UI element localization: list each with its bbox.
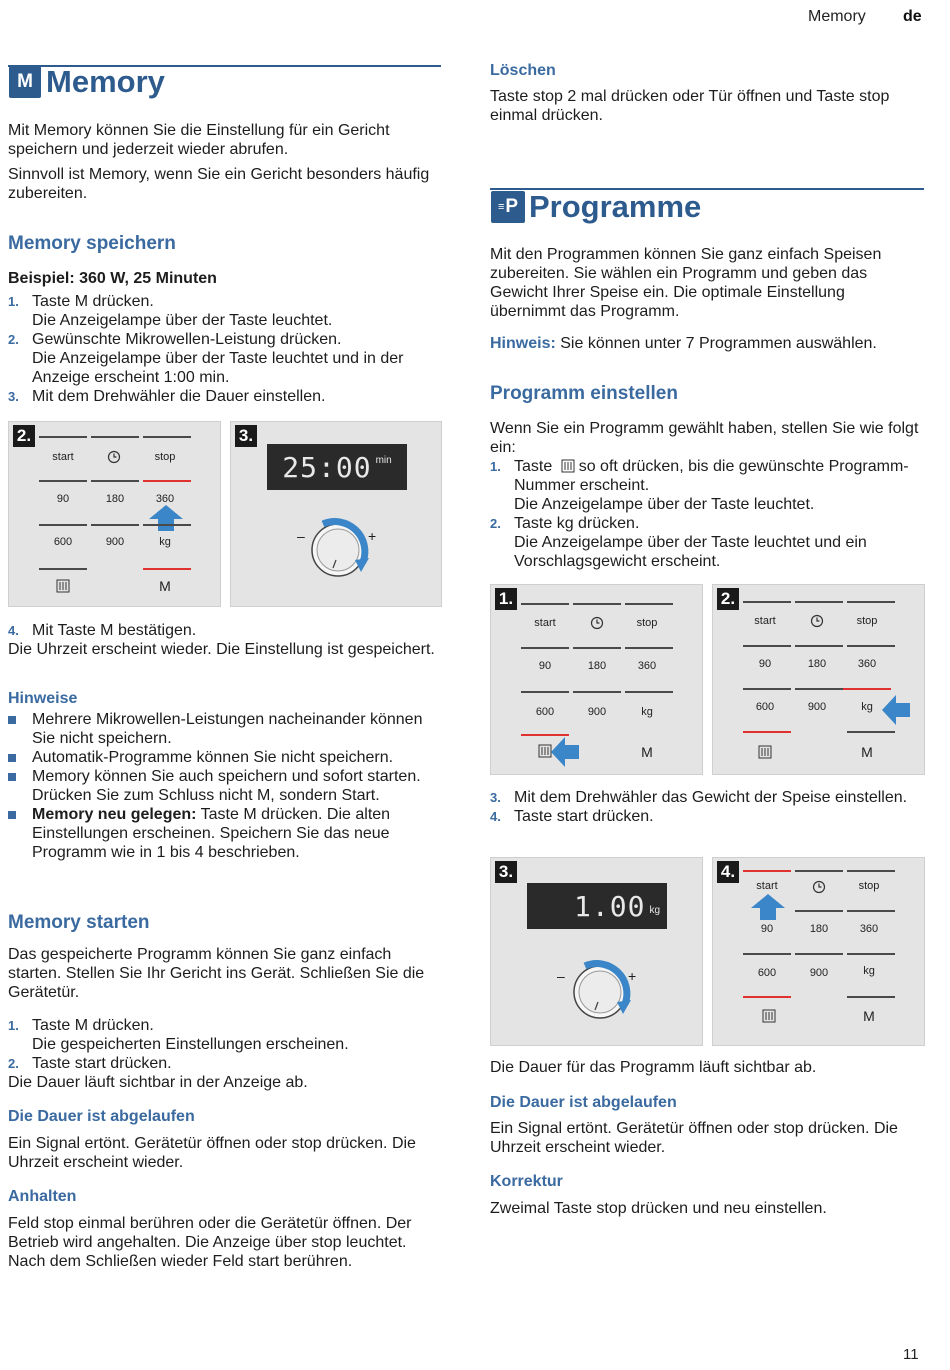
memory-intro-1: Mit Memory können Sie die Einstellung für ein Gericht speichern und jederzeit wieder abrufen. [8,122,390,158]
indicator-line [91,436,139,438]
figure-step-badge: 1. [495,588,517,610]
indicator-line [91,524,139,526]
indicator-line-active [743,870,791,872]
speichern-example: Beispiel: 360 W, 25 Minuten [8,270,217,287]
control-panel-figure [712,584,925,775]
indicator-line [795,910,843,912]
figure-step-badge: 2. [13,425,35,447]
display-unit: kg [649,904,660,916]
step-text: Gewünschte Mikrowellen-Leistung drücken. [32,331,342,348]
indicator-line [847,953,895,955]
step-text: Mit dem Drehwähler die Dauer einstellen. [32,388,326,405]
memory-icon: M [9,66,41,98]
indicator-line [795,688,843,690]
key-kg: kg [863,965,875,977]
list-item [8,1054,440,1073]
key-kg: kg [861,701,873,713]
press-arrow-icon [147,503,185,533]
step-number: 2. [8,1056,19,1071]
key-180: 180 [587,660,607,672]
indicator-line [39,524,87,526]
control-panel-figure [490,584,703,775]
rotary-knob-icon [555,950,645,1030]
step-detail: Die Anzeigelampe über der Taste leuchtet und ein Vorschlagsgewicht erscheint. [514,534,867,570]
indicator-line [573,603,621,605]
programme-title: Programme [529,189,702,224]
einstellen-heading: Programm einstellen [490,383,678,404]
step-number: 4. [8,623,19,638]
key-stop: stop [858,880,880,892]
step-detail: Die Anzeigelampe über der Taste leuchtet. [32,312,333,329]
indicator-line [743,688,791,690]
starten-steps [8,1016,440,1092]
programme-icon-letter: P [505,196,519,217]
knob-minus: – [297,528,305,544]
key-360: 360 [155,493,175,505]
indicator-line [847,910,895,912]
figure-step-badge: 3. [235,425,257,447]
press-arrow-icon [880,693,912,727]
indicator-line [847,870,895,872]
programme-title-icon [491,191,525,223]
indicator-line-active [143,568,191,570]
key-start: start [756,880,778,892]
anhalten-heading: Anhalten [8,1188,77,1205]
knob-minus: – [557,968,565,984]
list-item [490,788,922,807]
figure-step-badge: 2. [717,588,739,610]
korrektur-heading: Korrektur [490,1173,563,1190]
figure-step-badge: 3. [495,861,517,883]
key-360: 360 [859,923,879,935]
step-detail: Die Anzeigelampe über der Taste leuchtet und in der Anzeige erscheint 1:00 min. [32,350,404,386]
clock-icon [810,614,824,628]
key-600: 600 [757,967,777,979]
einstellen-steps [490,457,922,571]
step-text: Taste M drücken. [32,1017,154,1034]
loeschen-heading: Löschen [490,62,556,79]
list-item [8,767,440,805]
programme-icon [56,579,70,593]
rotary-knob-icon [293,508,383,588]
display-value: 25:00 [282,450,372,484]
key-180: 180 [807,658,827,670]
key-900: 900 [105,536,125,548]
step-detail: Die Anzeigelampe über der Taste leuchtet. [514,496,815,513]
hinweise-list [8,710,440,862]
indicator-line [39,436,87,438]
knob-plus: + [368,528,377,544]
indicator-line-active [143,480,191,482]
hint-bold: Memory neu gelegen: [32,806,197,823]
key-360: 360 [637,660,657,672]
control-panel-figure [712,857,925,1046]
step-text: Taste M drücken. [32,293,154,310]
indicator-line [625,691,673,693]
list-lines-icon: ≡ [497,201,505,213]
step-number: 1. [8,294,19,309]
list-item [8,748,440,767]
step-detail: Die gespeicherten Einstellungen erscheinen. [32,1036,349,1053]
step-number: 1. [490,459,501,474]
key-180: 180 [809,923,829,935]
key-90: 90 [758,658,772,670]
indicator-line [795,645,843,647]
indicator-line [847,601,895,603]
speichern-heading: Memory speichern [8,233,176,254]
abgelaufen-heading-right: Die Dauer ist abgelaufen [490,1094,677,1111]
key-90: 90 [760,923,774,935]
indicator-line [795,953,843,955]
step-number: 3. [490,790,501,805]
key-start: start [754,615,776,627]
step-detail: Die Uhrzeit erscheint wieder. Die Einstellung ist gespeichert. [8,641,435,658]
indicator-line [743,953,791,955]
indicator-line-active [743,731,791,733]
indicator-line [743,601,791,603]
indicator-line [143,524,191,526]
key-180: 180 [105,493,125,505]
step-number: 1. [8,1018,19,1033]
indicator-line [847,645,895,647]
indicator-line [625,603,673,605]
programme-intro: Mit den Programmen können Sie ganz einfach Speisen zubereiten. Sie wählen ein Programm und geben das Gewicht Ihrer Speise ein. Die optimale Einstellung übernimmt das Programm. [490,246,882,320]
list-item [490,514,922,571]
abgelaufen-text-right: Ein Signal ertönt. Gerätetür öffnen oder stop drücken. Die Uhrzeit erscheint wieder. [490,1120,898,1156]
einstellen-intro: Wenn Sie ein Programm gewählt haben, stellen Sie wie folgt ein: [490,420,919,456]
display-unit: min [375,454,392,466]
hint-text: Mehrere Mikrowellen-Leistungen nacheinander können Sie nicht speichern. [32,711,423,747]
list-item [490,807,922,826]
hint-label: Hinweis: [490,335,556,352]
loeschen-text: Taste stop 2 mal drücken oder Tür öffnen und Taste stop einmal drücken. [490,88,890,124]
clock-icon [812,880,826,894]
header-section: Memory [808,8,866,25]
speichern-steps [8,292,440,406]
starten-after: Die Dauer läuft sichtbar in der Anzeige ab. [8,1074,308,1091]
key-m: M [641,744,653,760]
hinweise-heading: Hinweise [8,690,78,707]
indicator-line [521,647,569,649]
key-600: 600 [755,701,775,713]
key-start: start [534,617,556,629]
key-900: 900 [807,701,827,713]
step-number: 4. [490,809,501,824]
bullet-icon [8,754,16,762]
list-item [8,330,440,387]
programme-icon [758,745,772,759]
list-item [490,457,922,514]
list-item [8,805,440,862]
memory-intro-2: Sinnvoll ist Memory, wenn Sie ein Gericht besonders häufig zubereiten. [8,166,430,202]
list-item [8,387,440,406]
display-value: 1.00 [574,889,646,923]
indicator-line-active [843,688,891,690]
bullet-icon [8,773,16,781]
indicator-line [573,647,621,649]
anhalten-text: Feld stop einmal berühren oder die Gerätetür öffnen. Der Betrieb wird angehalten. Die Anzeige über stop leuchtet. Nach dem Schließen wieder Feld start berühren. [8,1215,412,1270]
clock-icon [107,450,121,464]
step-text: Taste [514,458,553,475]
step-text: Taste start drücken. [32,1055,172,1072]
header-language: de [903,8,922,25]
indicator-line-active [743,996,791,998]
abgelaufen-heading-left: Die Dauer ist abgelaufen [8,1108,195,1125]
indicator-line [91,480,139,482]
indicator-line [39,480,87,482]
indicator-line [743,645,791,647]
hint-text: Sie können unter 7 Programmen auswählen. [555,335,877,352]
key-kg: kg [641,706,653,718]
indicator-line [521,603,569,605]
key-360: 360 [857,658,877,670]
key-kg: kg [159,536,171,548]
hint-text: Taste M drücken. Die alten Einstellungen erscheinen. Speichern Sie das neue Programm wie in 1 bis 4 beschrieben. [32,806,391,861]
indicator-line [847,996,895,998]
figure-step-badge: 4. [717,861,739,883]
list-item [8,621,440,640]
step-text: Taste kg drücken. [514,515,640,532]
display [527,883,667,929]
hint-text: Automatik-Programme können Sie nicht speichern. [32,749,394,766]
indicator-line [795,601,843,603]
key-600: 600 [53,536,73,548]
step-text: Mit Taste M bestätigen. [32,622,197,639]
display [267,444,407,490]
einstellen-steps-2 [490,788,922,826]
indicator-line [143,436,191,438]
list-item [8,1016,440,1054]
indicator-line [795,870,843,872]
programme-hint [490,334,922,353]
bullet-icon [8,811,16,819]
abgelaufen-text-left: Ein Signal ertönt. Gerätetür öffnen oder stop drücken. Die Uhrzeit erscheint wieder. [8,1135,416,1171]
key-m: M [863,1008,875,1024]
key-stop: stop [636,617,658,629]
step-text: Taste start drücken. [514,808,654,825]
starten-heading: Memory starten [8,912,150,933]
speichern-step-4 [8,621,440,659]
indicator-line [573,691,621,693]
page-number: 11 [903,1346,919,1363]
key-stop: stop [154,451,176,463]
key-start: start [52,451,74,463]
bullet-icon [8,716,16,724]
list-item [8,292,440,330]
clock-icon [590,616,604,630]
display-knob-figure [230,421,442,607]
key-m: M [159,578,171,594]
indicator-line [39,568,87,570]
key-600: 600 [535,706,555,718]
programme-icon [762,1009,776,1023]
right-after-text: Die Dauer für das Programm läuft sichtbar ab. [490,1059,817,1076]
indicator-line [521,691,569,693]
hint-text: Memory können Sie auch speichern und sofort starten. Drücken Sie zum Schluss nicht M, sondern Start. [32,768,421,804]
knob-plus: + [628,968,637,984]
starten-text: Das gespeicherte Programm können Sie ganz einfach starten. Stellen Sie Ihr Gericht ins Gerät. Schließen Sie die Gerätetür. [8,946,425,1001]
indicator-line [847,731,895,733]
step-text-rest: so oft drücken, bis die gewünschte Programm-Nummer erscheint. [514,458,909,494]
korrektur-text: Zweimal Taste stop drücken und neu einstellen. [490,1200,827,1217]
press-arrow-icon [549,735,581,769]
programme-icon [561,459,575,473]
memory-title: Memory [46,64,165,99]
display-knob-figure [490,857,703,1046]
key-900: 900 [809,967,829,979]
list-item [8,710,440,748]
step-number: 2. [8,332,19,347]
key-stop: stop [856,615,878,627]
indicator-line [625,647,673,649]
key-90: 90 [56,493,70,505]
key-90: 90 [538,660,552,672]
key-m: M [861,744,873,760]
step-text: Mit dem Drehwähler das Gewicht der Speise einstellen. [514,789,908,806]
step-number: 3. [8,389,19,404]
press-arrow-icon [749,892,787,922]
key-900: 900 [587,706,607,718]
control-panel-figure [8,421,221,607]
step-number: 2. [490,516,501,531]
